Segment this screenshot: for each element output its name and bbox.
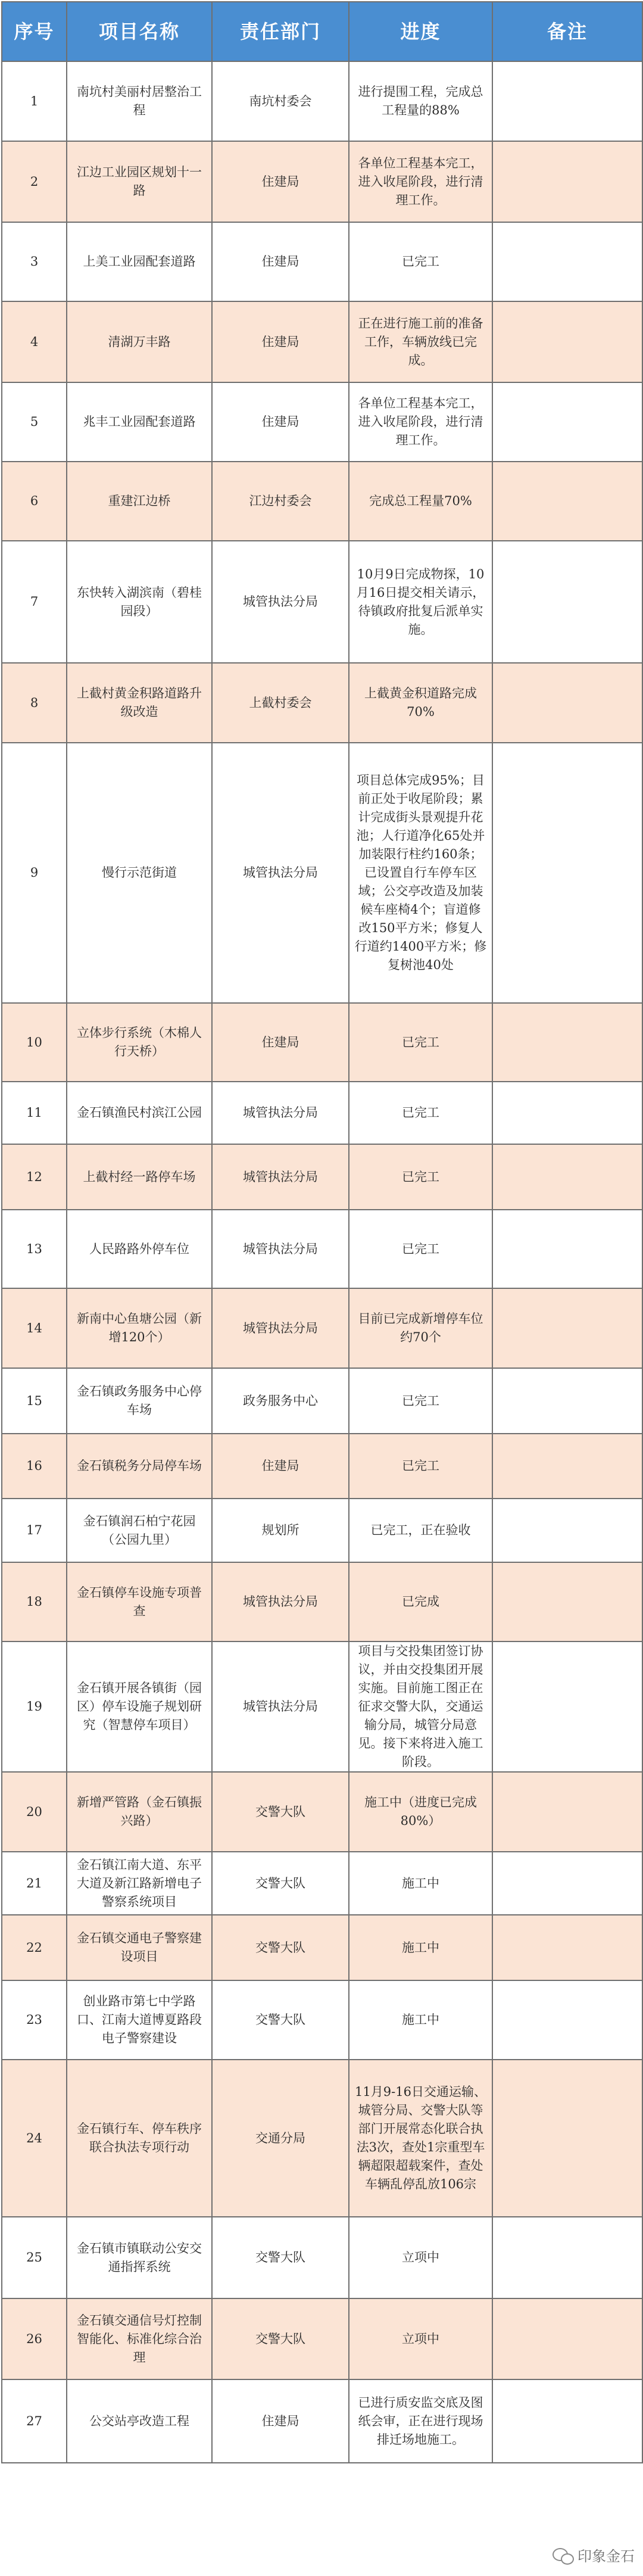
progress-text: 正在进行施工前的准备工作，车辆放线已完成。 (349, 301, 492, 382)
row-number: 24 (2, 2060, 67, 2217)
row-number: 3 (2, 222, 67, 301)
responsible-department: 城管执法分局 (212, 1210, 349, 1288)
project-name: 立体步行系统（木棉人行天桥） (67, 1003, 212, 1082)
row-number: 20 (2, 1772, 67, 1852)
responsible-department: 城管执法分局 (212, 1562, 349, 1641)
table-row (2, 1562, 642, 1641)
row-number: 6 (2, 462, 67, 541)
header-no: 序号 (2, 2, 67, 61)
watermark-text: 印象金石 (578, 2548, 635, 2565)
project-name: 金石镇行车、停车秩序联合执法专项行动 (67, 2060, 212, 2217)
table-row (2, 301, 642, 382)
table-row (2, 1144, 642, 1210)
note-cell (492, 61, 642, 141)
row-number: 26 (2, 2298, 67, 2379)
project-name: 上美工业园配套道路 (67, 222, 212, 301)
progress-text: 进行提围工程，完成总工程量的88% (349, 61, 492, 141)
responsible-department: 政务服务中心 (212, 1368, 349, 1434)
progress-text: 立项中 (349, 2298, 492, 2379)
wechat-icon (553, 2547, 573, 2563)
responsible-department: 住建局 (212, 1434, 349, 1499)
responsible-department: 住建局 (212, 382, 349, 462)
responsible-department: 住建局 (212, 2379, 349, 2463)
table-row (2, 1003, 642, 1082)
progress-text: 已完工 (349, 1368, 492, 1434)
project-name: 重建江边桥 (67, 462, 212, 541)
progress-text: 已完工 (349, 1003, 492, 1082)
row-number: 7 (2, 541, 67, 663)
project-name: 金石镇税务分局停车场 (67, 1434, 212, 1499)
responsible-department: 交警大队 (212, 1772, 349, 1852)
progress-text: 已完工 (349, 1210, 492, 1288)
table-row (2, 743, 642, 1003)
table-row (2, 1499, 642, 1562)
project-name: 金石镇市镇联动公安交通指挥系统 (67, 2217, 212, 2298)
row-number: 5 (2, 382, 67, 462)
table-row (2, 2060, 642, 2217)
table-row (2, 1980, 642, 2060)
responsible-department: 城管执法分局 (212, 1144, 349, 1210)
header-dept: 责任部门 (212, 2, 349, 61)
row-number: 18 (2, 1562, 67, 1641)
row-number: 1 (2, 61, 67, 141)
note-cell (492, 301, 642, 382)
row-number: 12 (2, 1144, 67, 1210)
note-cell (492, 1562, 642, 1641)
table-row (2, 1210, 642, 1288)
note-cell (492, 1434, 642, 1499)
responsible-department: 南坑村委会 (212, 61, 349, 141)
project-name: 兆丰工业园配套道路 (67, 382, 212, 462)
table-row (2, 1772, 642, 1852)
responsible-department: 江边村委会 (212, 462, 349, 541)
table-row (2, 2217, 642, 2298)
note-cell (492, 1641, 642, 1772)
project-name: 金石镇润石柏宁花园（公园九里） (67, 1499, 212, 1562)
project-name: 金石镇江南大道、东平大道及新江路新增电子警察系统项目 (67, 1852, 212, 1915)
progress-text: 施工中 (349, 1915, 492, 1980)
project-name: 金石镇交通电子警察建设项目 (67, 1915, 212, 1980)
header-progress: 进度 (349, 2, 492, 61)
responsible-department: 交通分局 (212, 2060, 349, 2217)
responsible-department: 交警大队 (212, 1915, 349, 1980)
note-cell (492, 1499, 642, 1562)
progress-text: 完成总工程量70% (349, 462, 492, 541)
project-name: 金石镇停车设施专项普查 (67, 1562, 212, 1641)
progress-text: 已完工 (349, 1144, 492, 1210)
progress-text: 施工中（进度已完成80%） (349, 1772, 492, 1852)
progress-text: 已完工 (349, 1434, 492, 1499)
table-row (2, 141, 642, 222)
project-progress-table (1, 1, 643, 2463)
note-cell (492, 1368, 642, 1434)
note-cell (492, 1852, 642, 1915)
responsible-department: 住建局 (212, 141, 349, 222)
header-name: 项目名称 (67, 2, 212, 61)
responsible-department: 上截村委会 (212, 663, 349, 743)
row-number: 14 (2, 1288, 67, 1368)
note-cell (492, 1772, 642, 1852)
table-row (2, 1434, 642, 1499)
project-name: 江边工业园区规划十一路 (67, 141, 212, 222)
note-cell (492, 382, 642, 462)
note-cell (492, 1082, 642, 1144)
table-row (2, 222, 642, 301)
note-cell (492, 2298, 642, 2379)
header-note: 备注 (492, 2, 642, 61)
note-cell (492, 222, 642, 301)
row-number: 4 (2, 301, 67, 382)
project-name: 上截村黄金积路道路升级改造 (67, 663, 212, 743)
table-row (2, 1368, 642, 1434)
row-number: 25 (2, 2217, 67, 2298)
project-name: 创业路市第七中学路口、江南大道博夏路段电子警察建设 (67, 1980, 212, 2060)
progress-text: 已完工 (349, 1082, 492, 1144)
progress-text: 施工中 (349, 1980, 492, 2060)
table-row (2, 541, 642, 663)
responsible-department: 城管执法分局 (212, 743, 349, 1003)
progress-text: 项目与交投集团签订协议，并由交投集团开展实施。目前施工图正在征求交警大队，交通运输分局，城管分局意见。接下来将进入施工阶段。 (349, 1641, 492, 1772)
row-number: 23 (2, 1980, 67, 2060)
header-row (2, 2, 642, 61)
project-name: 清湖万丰路 (67, 301, 212, 382)
note-cell (492, 2379, 642, 2463)
project-name: 公交站亭改造工程 (67, 2379, 212, 2463)
row-number: 13 (2, 1210, 67, 1288)
responsible-department: 交警大队 (212, 2298, 349, 2379)
responsible-department: 城管执法分局 (212, 1288, 349, 1368)
row-number: 9 (2, 743, 67, 1003)
table-row (2, 382, 642, 462)
progress-text: 项目总体完成95%；目前正处于收尾阶段；累计完成街头景观提升花池；人行道净化65处并加装限行柱约160条；已设置自行车停车区域；公交亭改造及加装候车座椅4个；盲道修改150平方米；修复人行道约1400平方米；修复树池40处 (349, 743, 492, 1003)
table-row (2, 1852, 642, 1915)
responsible-department: 城管执法分局 (212, 1641, 349, 1772)
progress-text: 各单位工程基本完工，进入收尾阶段，进行清理工作。 (349, 382, 492, 462)
table-row (2, 2298, 642, 2379)
note-cell (492, 743, 642, 1003)
table-row (2, 1641, 642, 1772)
table-row (2, 2379, 642, 2463)
progress-text: 10月9日完成物探，10月16日提交相关请示，待镇政府批复后派单实施。 (349, 541, 492, 663)
responsible-department: 住建局 (212, 301, 349, 382)
note-cell (492, 1003, 642, 1082)
progress-text: 上截黄金积道路完成70% (349, 663, 492, 743)
row-number: 21 (2, 1852, 67, 1915)
responsible-department: 交警大队 (212, 1852, 349, 1915)
progress-text: 施工中 (349, 1852, 492, 1915)
table-row (2, 1082, 642, 1144)
progress-text: 已完成 (349, 1562, 492, 1641)
table-body (2, 61, 642, 2463)
progress-text: 各单位工程基本完工，进入收尾阶段，进行清理工作。 (349, 141, 492, 222)
progress-text: 立项中 (349, 2217, 492, 2298)
project-name: 上截村经一路停车场 (67, 1144, 212, 1210)
row-number: 27 (2, 2379, 67, 2463)
note-cell (492, 1288, 642, 1368)
project-name: 东快转入湖滨南（碧桂园段） (67, 541, 212, 663)
project-name: 慢行示范街道 (67, 743, 212, 1003)
responsible-department: 交警大队 (212, 1980, 349, 2060)
project-name: 金石镇开展各镇街（园区）停车设施子规划研究（智慧停车项目） (67, 1641, 212, 1772)
table-row (2, 1288, 642, 1368)
project-name: 新南中心鱼塘公园（新增120个） (67, 1288, 212, 1368)
note-cell (492, 663, 642, 743)
note-cell (492, 1210, 642, 1288)
table-row (2, 1915, 642, 1980)
project-name: 金石镇政务服务中心停车场 (67, 1368, 212, 1434)
row-number: 17 (2, 1499, 67, 1562)
note-cell (492, 141, 642, 222)
table-row (2, 663, 642, 743)
progress-text: 11月9-16日交通运输、城管分局、交警大队等部门开展常态化联合执法3次，查处1宗重型车辆超限超载案件，查处车辆乱停乱放106宗 (349, 2060, 492, 2217)
note-cell (492, 2060, 642, 2217)
row-number: 16 (2, 1434, 67, 1499)
note-cell (492, 1144, 642, 1210)
progress-text: 已进行质安监交底及图纸会审，正在进行现场排迁场地施工。 (349, 2379, 492, 2463)
row-number: 22 (2, 1915, 67, 1980)
watermark (553, 2544, 635, 2565)
project-name: 南坑村美丽村居整治工程 (67, 61, 212, 141)
responsible-department: 城管执法分局 (212, 1082, 349, 1144)
project-name: 金石镇交通信号灯控制智能化、标准化综合治理 (67, 2298, 212, 2379)
responsible-department: 交警大队 (212, 2217, 349, 2298)
project-name: 人民路路外停车位 (67, 1210, 212, 1288)
row-number: 2 (2, 141, 67, 222)
progress-text: 目前已完成新增停车位约70个 (349, 1288, 492, 1368)
note-cell (492, 541, 642, 663)
note-cell (492, 1915, 642, 1980)
project-name: 新增严管路（金石镇振兴路） (67, 1772, 212, 1852)
progress-text: 已完工 (349, 222, 492, 301)
project-name: 金石镇渔民村滨江公园 (67, 1082, 212, 1144)
row-number: 11 (2, 1082, 67, 1144)
row-number: 15 (2, 1368, 67, 1434)
row-number: 8 (2, 663, 67, 743)
note-cell (492, 1980, 642, 2060)
note-cell (492, 462, 642, 541)
row-number: 10 (2, 1003, 67, 1082)
responsible-department: 规划所 (212, 1499, 349, 1562)
table-row (2, 462, 642, 541)
progress-text: 已完工，正在验收 (349, 1499, 492, 1562)
responsible-department: 住建局 (212, 1003, 349, 1082)
table-row (2, 61, 642, 141)
row-number: 19 (2, 1641, 67, 1772)
responsible-department: 住建局 (212, 222, 349, 301)
note-cell (492, 2217, 642, 2298)
responsible-department: 城管执法分局 (212, 541, 349, 663)
